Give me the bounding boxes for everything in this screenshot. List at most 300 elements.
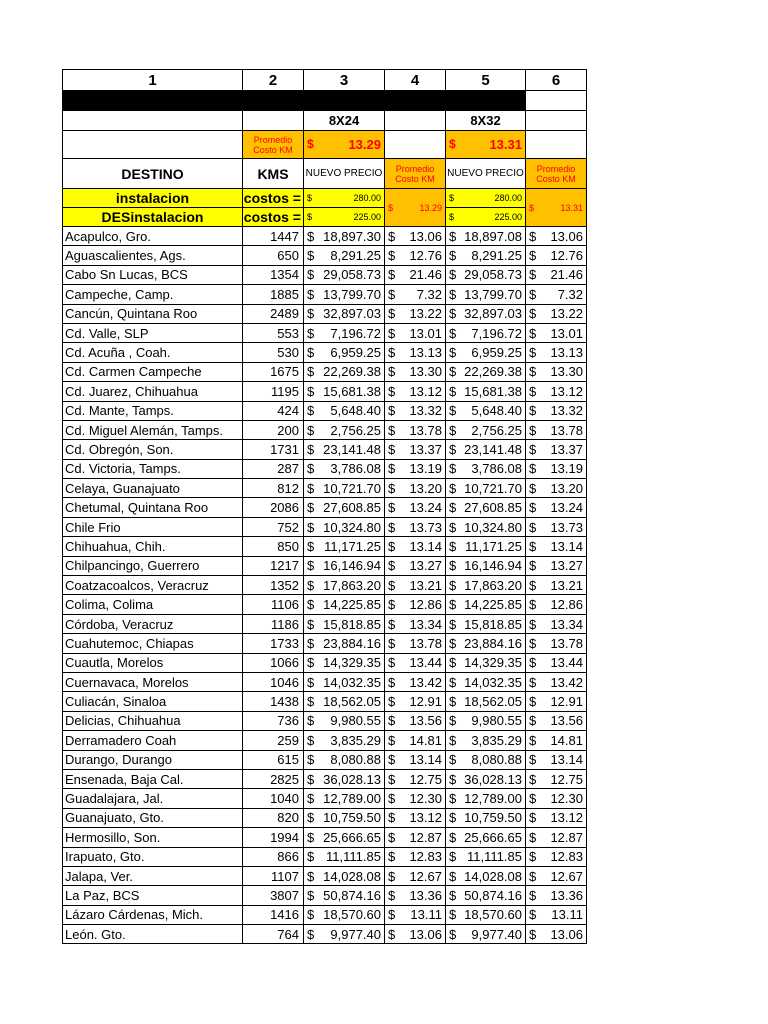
price-cell-b[interactable] bbox=[446, 401, 526, 420]
cost-km-cell-a[interactable] bbox=[385, 653, 446, 672]
price-cell-a[interactable] bbox=[304, 265, 385, 284]
cost-km-cell-a[interactable] bbox=[385, 634, 446, 653]
price-cell-b[interactable] bbox=[446, 517, 526, 536]
destination-cell[interactable]: Durango, Durango bbox=[63, 750, 243, 769]
price-cell-b[interactable] bbox=[446, 692, 526, 711]
kms-cell[interactable]: 1195 bbox=[243, 382, 304, 401]
kms-cell[interactable]: 553 bbox=[243, 323, 304, 342]
destination-cell[interactable]: Chetumal, Quintana Roo bbox=[63, 498, 243, 517]
destino-header[interactable]: DESTINO bbox=[63, 159, 243, 189]
cost-km-cell-b[interactable] bbox=[526, 362, 587, 381]
cost-km-cell-b[interactable] bbox=[526, 459, 587, 478]
cost-km-b: 13.78 bbox=[550, 422, 583, 438]
price-cell-b[interactable] bbox=[446, 789, 526, 808]
destination-cell[interactable]: Chilpancingo, Guerrero bbox=[63, 556, 243, 575]
cost-km-cell-a[interactable] bbox=[385, 711, 446, 730]
price-cell-b[interactable] bbox=[446, 420, 526, 439]
cost-km-cell-b[interactable] bbox=[526, 634, 587, 653]
cost-km-cell-b[interactable] bbox=[526, 905, 587, 924]
destination-cell[interactable]: León. Gto. bbox=[63, 925, 243, 944]
cost-km-cell-a[interactable] bbox=[385, 866, 446, 885]
empty-cell[interactable] bbox=[526, 131, 587, 159]
destination-cell[interactable]: Cd. Miguel Alemán, Tamps. bbox=[63, 420, 243, 439]
destination-cell[interactable]: Cd. Victoria, Tamps. bbox=[63, 459, 243, 478]
price-cell-b[interactable] bbox=[446, 866, 526, 885]
price-a: 6,959.25 bbox=[330, 345, 381, 361]
kms-cell[interactable]: 764 bbox=[243, 925, 304, 944]
cost-km-cell-a[interactable] bbox=[385, 420, 446, 439]
price-cell-a[interactable] bbox=[304, 227, 385, 246]
cost-km-a: 13.12 bbox=[409, 810, 442, 826]
destination-cell[interactable]: Cd. Mante, Tamps. bbox=[63, 401, 243, 420]
cost-km-cell-a[interactable] bbox=[385, 285, 446, 304]
currency-sign: $ bbox=[529, 655, 537, 671]
cost-km-cell-b[interactable] bbox=[526, 304, 587, 323]
price-cell-b[interactable] bbox=[446, 343, 526, 362]
price-cell-a[interactable] bbox=[304, 517, 385, 536]
price-cell-a[interactable] bbox=[304, 614, 385, 633]
price-cell-b[interactable] bbox=[446, 227, 526, 246]
currency-sign: $ bbox=[307, 926, 315, 942]
destination-cell[interactable]: Aguascalientes, Ags. bbox=[63, 246, 243, 265]
desinstalacion-costos[interactable]: costos = bbox=[243, 208, 304, 227]
cost-km-cell-a[interactable] bbox=[385, 905, 446, 924]
cost-km-cell-a[interactable] bbox=[385, 362, 446, 381]
nuevo-precio-header-a[interactable]: NUEVO PRECIO bbox=[304, 159, 385, 189]
kms-cell[interactable]: 1447 bbox=[243, 227, 304, 246]
destination-cell[interactable]: Cancún, Quintana Roo bbox=[63, 304, 243, 323]
cost-km-cell-b[interactable] bbox=[526, 828, 587, 847]
empty-cell[interactable] bbox=[385, 111, 446, 131]
cost-km-cell-a[interactable] bbox=[385, 576, 446, 595]
kms-cell[interactable]: 1994 bbox=[243, 828, 304, 847]
price-cell-a[interactable] bbox=[304, 905, 385, 924]
cost-km-cell-b[interactable] bbox=[526, 808, 587, 827]
cost-km-cell-a[interactable] bbox=[385, 343, 446, 362]
price-b: 13,799.70 bbox=[464, 286, 522, 302]
price-b: 14,225.85 bbox=[464, 597, 522, 613]
cost-km-cell-b[interactable] bbox=[526, 498, 587, 517]
empty-cell[interactable] bbox=[526, 111, 587, 131]
cost-km-cell-b[interactable] bbox=[526, 925, 587, 944]
cost-km-cell-b[interactable] bbox=[526, 556, 587, 575]
cost-km-cell-b[interactable] bbox=[526, 537, 587, 556]
destination-cell[interactable]: Cuautla, Morelos bbox=[63, 653, 243, 672]
cost-km-cell-a[interactable] bbox=[385, 304, 446, 323]
currency-sign: $ bbox=[307, 674, 315, 690]
price-cell-b[interactable] bbox=[446, 731, 526, 750]
price-cell-b[interactable] bbox=[446, 847, 526, 866]
cost-km-cell-a[interactable] bbox=[385, 265, 446, 284]
empty-cell[interactable] bbox=[63, 131, 243, 159]
kms-cell[interactable]: 259 bbox=[243, 731, 304, 750]
kms-cell[interactable]: 850 bbox=[243, 537, 304, 556]
price-cell-b[interactable] bbox=[446, 886, 526, 905]
price-cell-a[interactable] bbox=[304, 576, 385, 595]
promedio-b: 13.31 bbox=[489, 137, 522, 152]
price-a: 8,080.88 bbox=[330, 752, 381, 768]
price-cell-a[interactable] bbox=[304, 498, 385, 517]
col-header-6[interactable]: 6 bbox=[526, 70, 587, 91]
price-cell-a[interactable] bbox=[304, 479, 385, 498]
price-cell-a[interactable] bbox=[304, 362, 385, 381]
price-cell-b[interactable] bbox=[446, 440, 526, 459]
price-cell-b[interactable] bbox=[446, 459, 526, 478]
currency-sign: $ bbox=[307, 829, 315, 845]
desinstalacion-row bbox=[63, 208, 587, 227]
kms-cell[interactable]: 2086 bbox=[243, 498, 304, 517]
cost-km-cell-b[interactable] bbox=[526, 382, 587, 401]
instalacion-cost-b[interactable] bbox=[446, 189, 526, 208]
price-cell-a[interactable] bbox=[304, 634, 385, 653]
kms-cell[interactable]: 650 bbox=[243, 246, 304, 265]
size-8x32[interactable]: 8X32 bbox=[446, 111, 526, 131]
install-promedio-a[interactable] bbox=[385, 189, 446, 227]
cost-km-cell-a[interactable] bbox=[385, 925, 446, 944]
cost-km-cell-a[interactable] bbox=[385, 886, 446, 905]
price-cell-b[interactable] bbox=[446, 828, 526, 847]
price-cell-a[interactable] bbox=[304, 343, 385, 362]
promedio-header-a[interactable] bbox=[385, 159, 446, 189]
destination-cell[interactable]: Cd. Acuña , Coah. bbox=[63, 343, 243, 362]
currency-sign: $ bbox=[388, 694, 396, 710]
price-cell-a[interactable] bbox=[304, 886, 385, 905]
kms-cell[interactable]: 812 bbox=[243, 479, 304, 498]
price-cell-b[interactable] bbox=[446, 246, 526, 265]
instalacion-costos[interactable]: costos = bbox=[243, 189, 304, 208]
destination-cell[interactable]: Colima, Colima bbox=[63, 595, 243, 614]
col-header-1[interactable]: 1 bbox=[63, 70, 243, 91]
cost-km-cell-a[interactable] bbox=[385, 382, 446, 401]
kms-cell[interactable]: 1106 bbox=[243, 595, 304, 614]
price-cell-a[interactable] bbox=[304, 750, 385, 769]
cost-km-cell-b[interactable] bbox=[526, 285, 587, 304]
kms-cell[interactable]: 1046 bbox=[243, 672, 304, 691]
cost-km-b: 12.76 bbox=[550, 248, 583, 264]
price-cell-b[interactable] bbox=[446, 595, 526, 614]
cost-km-cell-b[interactable] bbox=[526, 265, 587, 284]
cost-km-cell-b[interactable] bbox=[526, 866, 587, 885]
price-cell-b[interactable] bbox=[446, 653, 526, 672]
cost-km-cell-b[interactable] bbox=[526, 343, 587, 362]
col-header-2[interactable]: 2 bbox=[243, 70, 304, 91]
merged-prom-b: 13.31 bbox=[560, 202, 583, 213]
destination-cell[interactable]: Coatzacoalcos, Veracruz bbox=[63, 576, 243, 595]
cost-km-cell-b[interactable] bbox=[526, 246, 587, 265]
price-cell-a[interactable] bbox=[304, 789, 385, 808]
price-cell-a[interactable] bbox=[304, 440, 385, 459]
price-cell-a[interactable] bbox=[304, 285, 385, 304]
currency-sign: $ bbox=[449, 558, 457, 574]
cost-km-cell-a[interactable] bbox=[385, 479, 446, 498]
destination-cell[interactable]: Cd. Valle, SLP bbox=[63, 323, 243, 342]
cost-km-cell-b[interactable] bbox=[526, 440, 587, 459]
destination-cell[interactable]: Córdoba, Veracruz bbox=[63, 614, 243, 633]
price-cell-b[interactable] bbox=[446, 905, 526, 924]
currency-sign: $ bbox=[307, 267, 315, 283]
destination-cell[interactable]: Derramadero Coah bbox=[63, 731, 243, 750]
destination-cell[interactable]: Acapulco, Gro. bbox=[63, 227, 243, 246]
destination-cell[interactable]: Ensenada, Baja Cal. bbox=[63, 769, 243, 788]
cost-km-cell-a[interactable] bbox=[385, 672, 446, 691]
cost-km-cell-a[interactable] bbox=[385, 692, 446, 711]
table-row bbox=[63, 692, 587, 711]
price-cell-a[interactable] bbox=[304, 382, 385, 401]
instalacion-label[interactable]: instalacion bbox=[63, 189, 243, 208]
promedio-label[interactable] bbox=[243, 131, 304, 159]
black-band[interactable] bbox=[63, 91, 526, 111]
instalacion-cost-a[interactable] bbox=[304, 189, 385, 208]
col-header-4[interactable]: 4 bbox=[385, 70, 446, 91]
empty-cell[interactable] bbox=[385, 131, 446, 159]
kms-cell[interactable]: 2489 bbox=[243, 304, 304, 323]
price-cell-a[interactable] bbox=[304, 711, 385, 730]
price-cell-b[interactable] bbox=[446, 672, 526, 691]
price-cell-b[interactable] bbox=[446, 556, 526, 575]
price-cell-b[interactable] bbox=[446, 576, 526, 595]
price-cell-a[interactable] bbox=[304, 769, 385, 788]
price-cell-b[interactable] bbox=[446, 614, 526, 633]
price-cell-a[interactable] bbox=[304, 925, 385, 944]
kms-cell[interactable]: 736 bbox=[243, 711, 304, 730]
cost-km-cell-a[interactable] bbox=[385, 537, 446, 556]
cost-km-cell-b[interactable] bbox=[526, 323, 587, 342]
col-header-3[interactable]: 3 bbox=[304, 70, 385, 91]
price-cell-a[interactable] bbox=[304, 847, 385, 866]
destination-cell[interactable]: Chile Frio bbox=[63, 517, 243, 536]
destination-cell[interactable]: Cuahutemoc, Chiapas bbox=[63, 634, 243, 653]
destination-cell[interactable]: Cd. Juarez, Chihuahua bbox=[63, 382, 243, 401]
kms-cell[interactable]: 287 bbox=[243, 459, 304, 478]
price-cell-a[interactable] bbox=[304, 828, 385, 847]
destination-cell[interactable]: Celaya, Guanajuato bbox=[63, 479, 243, 498]
destination-cell[interactable]: Hermosillo, Son. bbox=[63, 828, 243, 847]
desinstalacion-cost-a[interactable] bbox=[304, 208, 385, 227]
cost-km-b: 13.37 bbox=[550, 441, 583, 457]
price-cell-b[interactable] bbox=[446, 285, 526, 304]
cost-km-cell-b[interactable] bbox=[526, 711, 587, 730]
kms-cell[interactable]: 615 bbox=[243, 750, 304, 769]
price-cell-a[interactable] bbox=[304, 246, 385, 265]
cost-km-cell-a[interactable] bbox=[385, 517, 446, 536]
cost-km-cell-b[interactable] bbox=[526, 479, 587, 498]
price-cell-b[interactable] bbox=[446, 769, 526, 788]
price-cell-b[interactable] bbox=[446, 925, 526, 944]
table-row bbox=[63, 343, 587, 362]
price-b: 3,835.29 bbox=[471, 732, 522, 748]
price-a: 14,028.08 bbox=[323, 868, 381, 884]
currency-sign: $ bbox=[388, 597, 396, 613]
desinstalacion-label[interactable]: DESinstalacion bbox=[63, 208, 243, 227]
price-a: 16,146.94 bbox=[323, 558, 381, 574]
price-cell-b[interactable] bbox=[446, 362, 526, 381]
cost-km-a: 13.06 bbox=[409, 926, 442, 942]
currency-sign: $ bbox=[388, 907, 396, 923]
currency-sign: $ bbox=[307, 752, 315, 768]
cost-km-cell-b[interactable] bbox=[526, 769, 587, 788]
table-row bbox=[63, 459, 587, 478]
empty-cell[interactable] bbox=[243, 111, 304, 131]
nuevo-precio-header-b[interactable]: NUEVO PRECIO bbox=[446, 159, 526, 189]
desinstalacion-cost-b[interactable] bbox=[446, 208, 526, 227]
price-cell-a[interactable] bbox=[304, 692, 385, 711]
kms-cell[interactable]: 3807 bbox=[243, 886, 304, 905]
price-cell-b[interactable] bbox=[446, 479, 526, 498]
price-cell-a[interactable] bbox=[304, 323, 385, 342]
install-promedio-b[interactable] bbox=[526, 189, 587, 227]
destination-cell[interactable]: Guanajuato, Gto. bbox=[63, 808, 243, 827]
cost-km-cell-a[interactable] bbox=[385, 731, 446, 750]
cost-km-cell-b[interactable] bbox=[526, 420, 587, 439]
price-b: 14,028.08 bbox=[464, 868, 522, 884]
cost-km-cell-b[interactable] bbox=[526, 653, 587, 672]
destination-cell[interactable]: Cuernavaca, Morelos bbox=[63, 672, 243, 691]
price-cell-a[interactable] bbox=[304, 808, 385, 827]
price-cell-a[interactable] bbox=[304, 537, 385, 556]
currency-sign: $ bbox=[388, 887, 396, 903]
destination-cell[interactable]: Chihuahua, Chih. bbox=[63, 537, 243, 556]
price-cell-b[interactable] bbox=[446, 304, 526, 323]
kms-cell[interactable]: 1416 bbox=[243, 905, 304, 924]
kms-cell[interactable]: 200 bbox=[243, 420, 304, 439]
destination-cell[interactable]: La Paz, BCS bbox=[63, 886, 243, 905]
price-b: 18,570.60 bbox=[464, 907, 522, 923]
cost-km-cell-a[interactable] bbox=[385, 323, 446, 342]
kms-cell[interactable]: 1186 bbox=[243, 614, 304, 633]
price-cell-a[interactable] bbox=[304, 304, 385, 323]
kms-cell[interactable]: 1066 bbox=[243, 653, 304, 672]
price-cell-b[interactable] bbox=[446, 323, 526, 342]
cost-km-cell-a[interactable] bbox=[385, 595, 446, 614]
cost-km-cell-a[interactable] bbox=[385, 789, 446, 808]
price-cell-a[interactable] bbox=[304, 731, 385, 750]
cost-km-a: 12.75 bbox=[409, 771, 442, 787]
kms-header[interactable]: KMS bbox=[243, 159, 304, 189]
kms-cell[interactable]: 2825 bbox=[243, 769, 304, 788]
cost-km-cell-a[interactable] bbox=[385, 227, 446, 246]
destination-cell[interactable]: Campeche, Camp. bbox=[63, 285, 243, 304]
cost-km-cell-a[interactable] bbox=[385, 401, 446, 420]
empty-cell[interactable] bbox=[63, 111, 243, 131]
cost-km-cell-b[interactable] bbox=[526, 595, 587, 614]
destination-cell[interactable]: Cabo Sn Lucas, BCS bbox=[63, 265, 243, 284]
price-cell-a[interactable] bbox=[304, 420, 385, 439]
cost-km-cell-b[interactable] bbox=[526, 789, 587, 808]
currency-sign: $ bbox=[449, 849, 457, 865]
price-cell-a[interactable] bbox=[304, 653, 385, 672]
cost-km-cell-b[interactable] bbox=[526, 672, 587, 691]
destination-cell[interactable]: Culiacán, Sinaloa bbox=[63, 692, 243, 711]
cost-km-cell-a[interactable] bbox=[385, 440, 446, 459]
kms-cell[interactable]: 424 bbox=[243, 401, 304, 420]
cost-km-cell-b[interactable] bbox=[526, 731, 587, 750]
kms-cell[interactable]: 1040 bbox=[243, 789, 304, 808]
cost-km-cell-b[interactable] bbox=[526, 692, 587, 711]
price-cell-b[interactable] bbox=[446, 750, 526, 769]
currency-sign: $ bbox=[307, 422, 315, 438]
cost-km-a: 13.21 bbox=[409, 577, 442, 593]
cost-km-cell-b[interactable] bbox=[526, 576, 587, 595]
cost-km-cell-a[interactable] bbox=[385, 769, 446, 788]
price-cell-b[interactable] bbox=[446, 634, 526, 653]
destination-cell[interactable]: Guadalajara, Jal. bbox=[63, 789, 243, 808]
cost-km-cell-a[interactable] bbox=[385, 246, 446, 265]
kms-cell[interactable]: 1217 bbox=[243, 556, 304, 575]
cost-km-cell-a[interactable] bbox=[385, 750, 446, 769]
promedio-value-b[interactable] bbox=[446, 131, 526, 159]
cost-km-cell-a[interactable] bbox=[385, 498, 446, 517]
cost-km-cell-a[interactable] bbox=[385, 808, 446, 827]
price-cell-a[interactable] bbox=[304, 672, 385, 691]
kms-cell[interactable]: 752 bbox=[243, 517, 304, 536]
cost-km-cell-a[interactable] bbox=[385, 459, 446, 478]
destination-cell[interactable]: Cd. Carmen Campeche bbox=[63, 362, 243, 381]
price-cell-a[interactable] bbox=[304, 866, 385, 885]
cost-km-cell-b[interactable] bbox=[526, 517, 587, 536]
cost-km-cell-a[interactable] bbox=[385, 556, 446, 575]
price-cell-b[interactable] bbox=[446, 537, 526, 556]
price-b: 23,884.16 bbox=[464, 635, 522, 651]
size-8x24[interactable]: 8X24 bbox=[304, 111, 385, 131]
price-cell-b[interactable] bbox=[446, 382, 526, 401]
empty-cell[interactable] bbox=[526, 91, 587, 111]
currency-sign: $ bbox=[449, 926, 457, 942]
destination-cell[interactable]: Lázaro Cárdenas, Mich. bbox=[63, 905, 243, 924]
cost-km-cell-b[interactable] bbox=[526, 886, 587, 905]
cost-km-cell-b[interactable] bbox=[526, 227, 587, 246]
kms-cell[interactable]: 1352 bbox=[243, 576, 304, 595]
price-b: 15,681.38 bbox=[464, 383, 522, 399]
promedio-value-a[interactable] bbox=[304, 131, 385, 159]
price-cell-a[interactable] bbox=[304, 595, 385, 614]
desinstalacion-a: 225.00 bbox=[353, 212, 381, 222]
price-cell-b[interactable] bbox=[446, 498, 526, 517]
col-header-5[interactable]: 5 bbox=[446, 70, 526, 91]
destination-cell[interactable]: Cd. Obregón, Son. bbox=[63, 440, 243, 459]
kms-cell[interactable]: 1675 bbox=[243, 362, 304, 381]
kms-cell[interactable]: 1885 bbox=[243, 285, 304, 304]
kms-cell[interactable]: 866 bbox=[243, 847, 304, 866]
price-cell-b[interactable] bbox=[446, 711, 526, 730]
cost-km-cell-a[interactable] bbox=[385, 828, 446, 847]
kms-cell[interactable]: 1438 bbox=[243, 692, 304, 711]
currency-sign: $ bbox=[529, 538, 537, 554]
kms-cell[interactable]: 1731 bbox=[243, 440, 304, 459]
price-b: 10,324.80 bbox=[464, 519, 522, 535]
kms-cell[interactable]: 530 bbox=[243, 343, 304, 362]
kms-cell[interactable]: 1107 bbox=[243, 866, 304, 885]
kms-cell[interactable]: 1733 bbox=[243, 634, 304, 653]
cost-km-cell-a[interactable] bbox=[385, 847, 446, 866]
price-cell-b[interactable] bbox=[446, 808, 526, 827]
cost-km-cell-b[interactable] bbox=[526, 401, 587, 420]
destination-cell[interactable]: Irapuato, Gto. bbox=[63, 847, 243, 866]
price-cell-a[interactable] bbox=[304, 459, 385, 478]
promedio-header-b[interactable] bbox=[526, 159, 587, 189]
cost-km-cell-b[interactable] bbox=[526, 614, 587, 633]
price-cell-a[interactable] bbox=[304, 556, 385, 575]
price-cell-b[interactable] bbox=[446, 265, 526, 284]
kms-cell[interactable]: 1354 bbox=[243, 265, 304, 284]
price-cell-a[interactable] bbox=[304, 401, 385, 420]
cost-km-cell-b[interactable] bbox=[526, 847, 587, 866]
cost-km-cell-b[interactable] bbox=[526, 750, 587, 769]
destination-cell[interactable]: Delicias, Chihuahua bbox=[63, 711, 243, 730]
currency-sign: $ bbox=[529, 306, 537, 322]
destination-cell[interactable]: Jalapa, Ver. bbox=[63, 866, 243, 885]
cost-km-cell-a[interactable] bbox=[385, 614, 446, 633]
kms-cell[interactable]: 820 bbox=[243, 808, 304, 827]
